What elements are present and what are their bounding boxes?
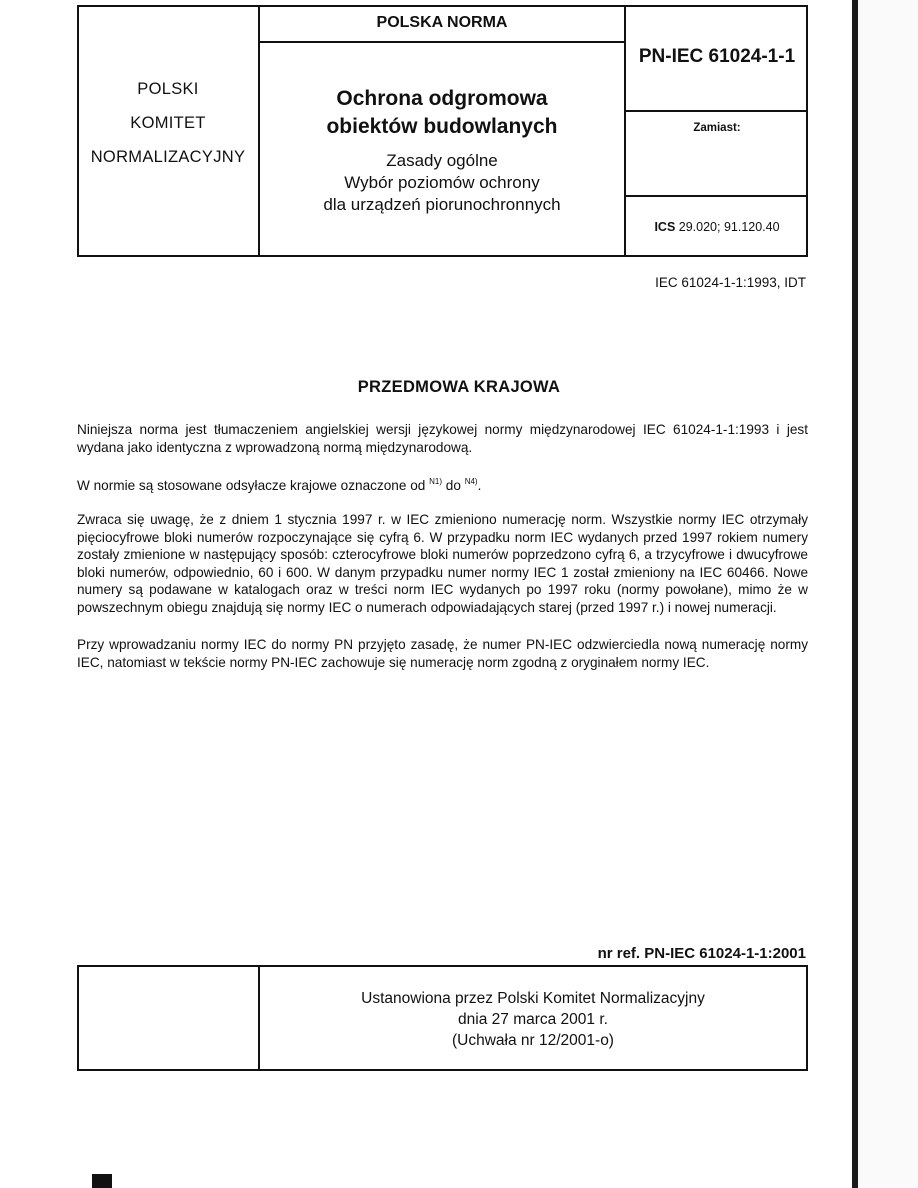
establishment-line-1: Ustanowiona przez Polski Komitet Normalizacyjny xyxy=(361,990,705,1007)
paragraph-4: Przy wprowadzaniu normy IEC do normy PN przyjęto zasadę, że numer PN-IEC odzwierciedla nową numerację normy IEC, natomiast w tekście normy PN-IEC zachowuje się numerację norm zgodną z oryginałem normy IEC. xyxy=(77,637,808,670)
subtitle-line-2: Wybór poziomów ochrony xyxy=(344,173,540,192)
p2-text-after: . xyxy=(477,478,482,493)
footer-border-left xyxy=(77,965,79,1071)
p2-text-before: W normie są stosowane odsyłacze krajowe oznaczone od xyxy=(77,478,430,493)
title-line-1: Ochrona odgromowa xyxy=(336,87,548,110)
header-border-bottom xyxy=(77,255,807,257)
zamiast-cell-bottom xyxy=(624,195,807,197)
footer-border-right xyxy=(806,965,808,1071)
scan-registration-mark xyxy=(92,1174,112,1188)
ics-code xyxy=(626,220,808,234)
subtitle-line-3: dla urządzeń piorunochronnych xyxy=(323,195,561,214)
paragraph-3: Zwraca się uwagę, że z dniem 1 stycznia 1997 r. w IEC zmieniono numerację norm. Wszystkie normy IEC otrzymały pięciocyfrowe bloki numerów rozpoczynające się cyfrą 6. W przypadku norm IEC wydanych przed 1997 rokiem numery zostały zmienione w następujący sposób: czterocyfrowe bloki numerów poprzedzono cyfrą 6, a trzycyfrowe i dwucyfrowe bloki numerów, odpowiednio, 60 i 600. W danym przypadku numer normy IEC 1 został zmieniony na IEC 60466. Nowe numery są podawane w katalogach oraz w treści norm IEC wydanych po 1997 roku (normy powołane), mimo że w powszechnym obiegu znajdują się normy IEC o numerach odpowiadających starej (przed 1997 r.) i nowej numeracji. xyxy=(77,512,808,615)
section-title: PRZEDMOWA KRAJOWA xyxy=(357,378,561,396)
establishment-line-3: (Uchwała nr 12/2001-o) xyxy=(452,1032,614,1049)
subtitle-line-1: Zasady ogólne xyxy=(386,151,498,170)
paragraph-1: Niniejsza norma jest tłumaczeniem angielskiej wersji językowej normy międzynarodowej IEC 61024-1-1:1993 i jest wydana jako identyczna z wprowadzoną normą międzynarodową. xyxy=(77,422,808,455)
number-cell-bottom xyxy=(624,110,807,112)
polska-norma-label: POLSKA NORMA xyxy=(376,14,508,31)
ics-label: ICS xyxy=(654,220,676,234)
polska-norma-underline xyxy=(258,41,625,43)
footer-border-bottom xyxy=(77,1069,807,1071)
iec-reference: IEC 61024-1-1:1993, IDT xyxy=(655,275,806,290)
footer-border-top xyxy=(77,965,807,967)
p2-text-middle: do xyxy=(442,478,465,493)
paragraph-2 xyxy=(77,473,808,495)
document-title xyxy=(260,85,624,141)
footnote-marker-n4: N4) xyxy=(464,477,478,486)
committee-line-3: NORMALIZACYJNY xyxy=(90,148,246,166)
reference-number: nr ref. PN-IEC 61024-1-1:2001 xyxy=(597,945,806,962)
establishment-note xyxy=(260,988,806,1051)
title-line-2: obiektów budowlanych xyxy=(326,115,558,138)
scan-margin xyxy=(858,0,918,1188)
scan-edge-shadow xyxy=(852,0,858,1188)
committee-line-2: KOMITET xyxy=(130,114,206,132)
header-border-top xyxy=(77,5,807,7)
committee-line-1: POLSKI xyxy=(137,80,199,98)
footnote-marker-n1: N1) xyxy=(429,477,442,486)
committee-name xyxy=(78,72,258,174)
standard-number: PN-IEC 61024-1-1 xyxy=(638,46,796,67)
establishment-line-2: dnia 27 marca 2001 r. xyxy=(458,1011,608,1028)
ics-value: 29.020; 91.120.40 xyxy=(678,220,780,234)
zamiast-label: Zamiast: xyxy=(693,122,741,134)
document-subtitle xyxy=(260,150,624,216)
